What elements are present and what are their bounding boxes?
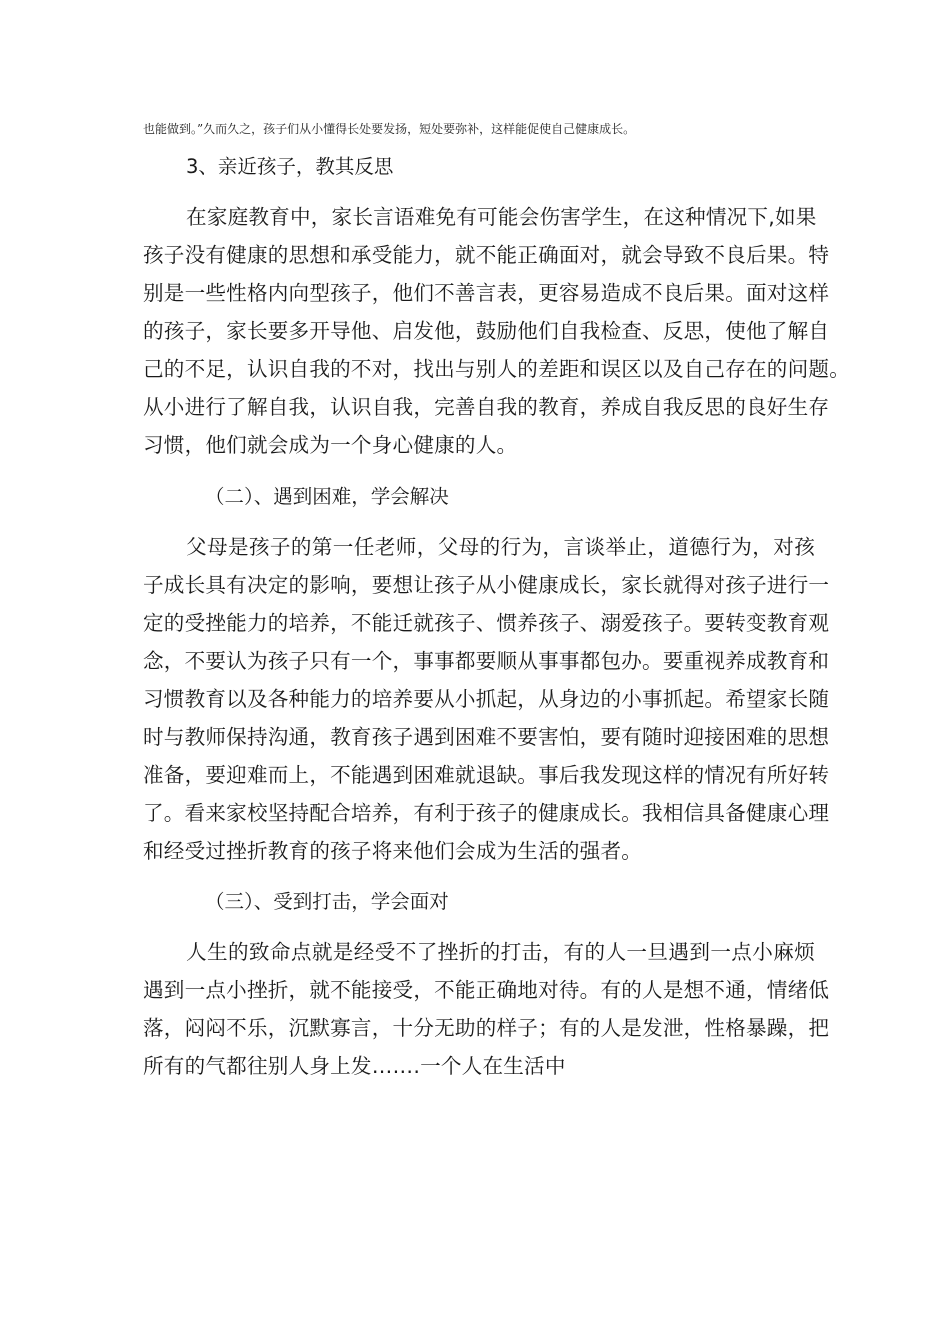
paragraph-setbacks	[143, 933, 830, 1085]
paragraph-line: 遇到一点小挫折，就不能接受，不能正确地对待。有的人是想不通，情绪低	[143, 978, 830, 1002]
paragraph-line: 落，闷闷不乐，沉默寡言，十分无助的样子；有的人是发泄，性格暴躁，把	[143, 1016, 830, 1040]
paragraph-line: 从小进行了解自我，认识自我，完善自我的教育，养成自我反思的良好生存	[143, 395, 830, 419]
paragraph-line: 别是一些性格内向型孩子，他们不善言表，更容易造成不良后果。面对这样	[143, 281, 830, 305]
heading-section-two: （二）、遇到困难，学会解决	[205, 485, 449, 508]
paragraph-line: 的孩子，家长要多开导他、启发他，鼓励他们自我检查、反思，使他了解自	[143, 319, 830, 343]
paragraph-line: 和经受过挫折教育的孩子将来他们会成为生活的强者。	[143, 839, 643, 863]
paragraph-line: 己的不足，认识自我的不对，找出与别人的差距和误区以及自己存在的问题。	[143, 357, 850, 381]
paragraph-line: 了。看来家校坚持配合培养，有利于孩子的健康成长。我相信具备健康心理	[143, 801, 830, 825]
paragraph-reflection	[143, 198, 850, 464]
heading-section-3: 3、亲近孩子，教其反思	[186, 155, 394, 178]
paragraph-line: 定的受挫能力的培养，不能迁就孩子、惯养孩子、溺爱孩子。要转变教育观	[143, 611, 830, 635]
paragraph-line: 孩子没有健康的思想和承受能力，就不能正确面对，就会导致不良后果。特	[143, 243, 830, 267]
paragraph-line: 父母是孩子的第一任老师，父母的行为，言谈举止，道德行为，对孩	[186, 535, 815, 559]
paragraph-line: 所有的气都往别人身上发…….一个人在生活中	[143, 1054, 566, 1078]
paragraph-line: 念，不要认为孩子只有一个，事事都要顺从事事都包办。要重视养成教育和	[143, 649, 830, 673]
heading-section-three: （三）、受到打击，学会面对	[205, 890, 449, 913]
paragraph-line: 准备，要迎难而上，不能遇到困难就退缺。事后我发现这样的情况有所好转	[143, 763, 830, 787]
paragraph-line: 习惯教育以及各种能力的培养要从小抓起，从身边的小事抓起。希望家长随	[143, 687, 830, 711]
paragraph-line: 人生的致命点就是经受不了挫折的打击，有的人一旦遇到一点小麻烦	[186, 940, 815, 964]
paragraph-line: 习惯，他们就会成为一个身心健康的人。	[143, 433, 518, 457]
paragraph-line: 子成长具有决定的影响，要想让孩子从小健康成长，家长就得对孩子进行一	[143, 573, 830, 597]
paragraph-line: 时与教师保持沟通，教育孩子遇到困难不要害怕，要有随时迎接困难的思想	[143, 725, 830, 749]
paragraph-line: 在家庭教育中，家长言语难免有可能会伤害学生，在这种情况下,如果	[186, 205, 817, 229]
top-continuation-line: 也能做到。”久而久之，孩子们从小懂得长处要发扬，短处要弥补，这样能促使自己健康成长。	[143, 122, 636, 136]
paragraph-difficulties	[143, 528, 830, 870]
